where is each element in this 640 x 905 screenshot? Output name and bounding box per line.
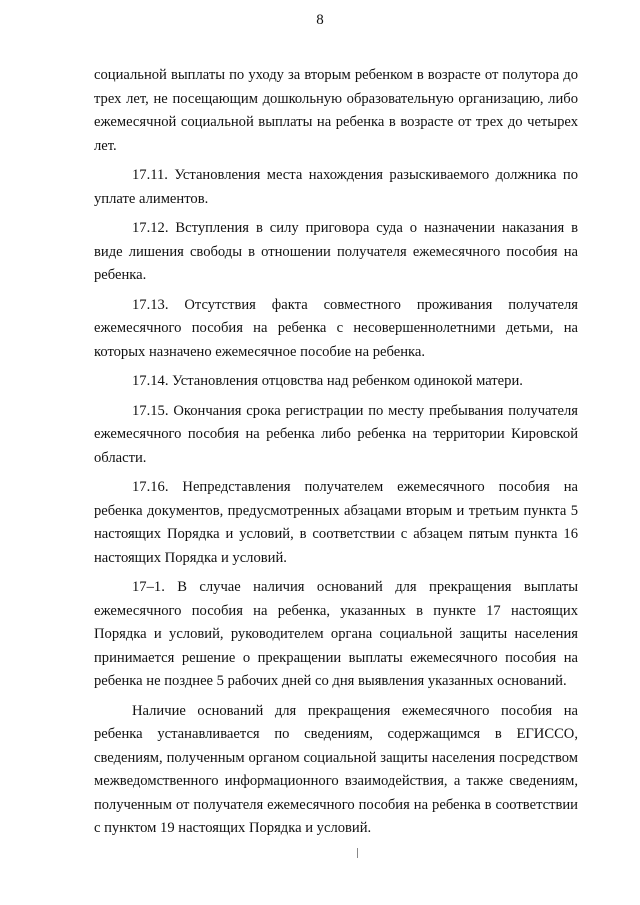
paragraph-17-12: 17.12. Вступления в силу приговора суда о назначении наказания в виде лишения свободы в отношении получателя ежемесячного пособия на ребенка.	[94, 220, 578, 283]
scan-mark	[357, 848, 358, 858]
paragraph-17-16: 17.16. Непредставления получателем ежемесячного пособия на ребенка документов, предусмотренных абзацами вторым и третьим пункта 5 настоящих Порядка и условий, в соответствии с абзацем пятым пункта 16 настоящих Порядка и условий.	[94, 479, 578, 566]
paragraph-17-11: 17.11. Установления места нахождения разыскиваемого должника по уплате алиментов.	[94, 167, 578, 207]
paragraph-grounds: Наличие оснований для прекращения ежемесячного пособия на ребенка устанавливается по сведениям, содержащимся в ЕГИССО, сведениям, полученным органом социальной защиты населения посредством межведомственного информационного взаимодействия, а также сведениям, полученным от получателя ежемесячного пособия на ребенка в соответствии с пунктом 19 настоящих Порядка и условий.	[94, 702, 578, 836]
page-number: 8	[316, 12, 324, 28]
paragraph-17-1: 17–1. В случае наличия оснований для прекращения выплаты ежемесячного пособия на ребенка, указанных в пункте 17 настоящих Порядка и условий, руководителем органа социальной защиты населения принимается решение о прекращении выплаты ежемесячного пособия на ребенка не позднее 5 рабочих дней со дня выявления указанных оснований.	[94, 579, 578, 689]
paragraph-17-15: 17.15. Окончания срока регистрации по месту пребывания получателя ежемесячного пособия на ребенка либо ребенка на территории Кировской области.	[94, 402, 578, 466]
paragraph-17-13: 17.13. Отсутствия факта совместного проживания получателя ежемесячного пособия на ребенка с несовершеннолетними детьми, на которых назначено ежемесячное пособие на ребенка.	[94, 296, 578, 360]
document-body	[94, 64, 578, 847]
paragraph-continuation: социальной выплаты по уходу за вторым ребенком в возрасте от полутора до трех лет, не посещающим дошкольную образовательную организацию, либо ежемесячной социальной выплаты на ребенка в возрасте от трех до четырех лет.	[94, 67, 578, 154]
paragraph-17-14: 17.14. Установления отцовства над ребенком одинокой матери.	[132, 373, 523, 389]
